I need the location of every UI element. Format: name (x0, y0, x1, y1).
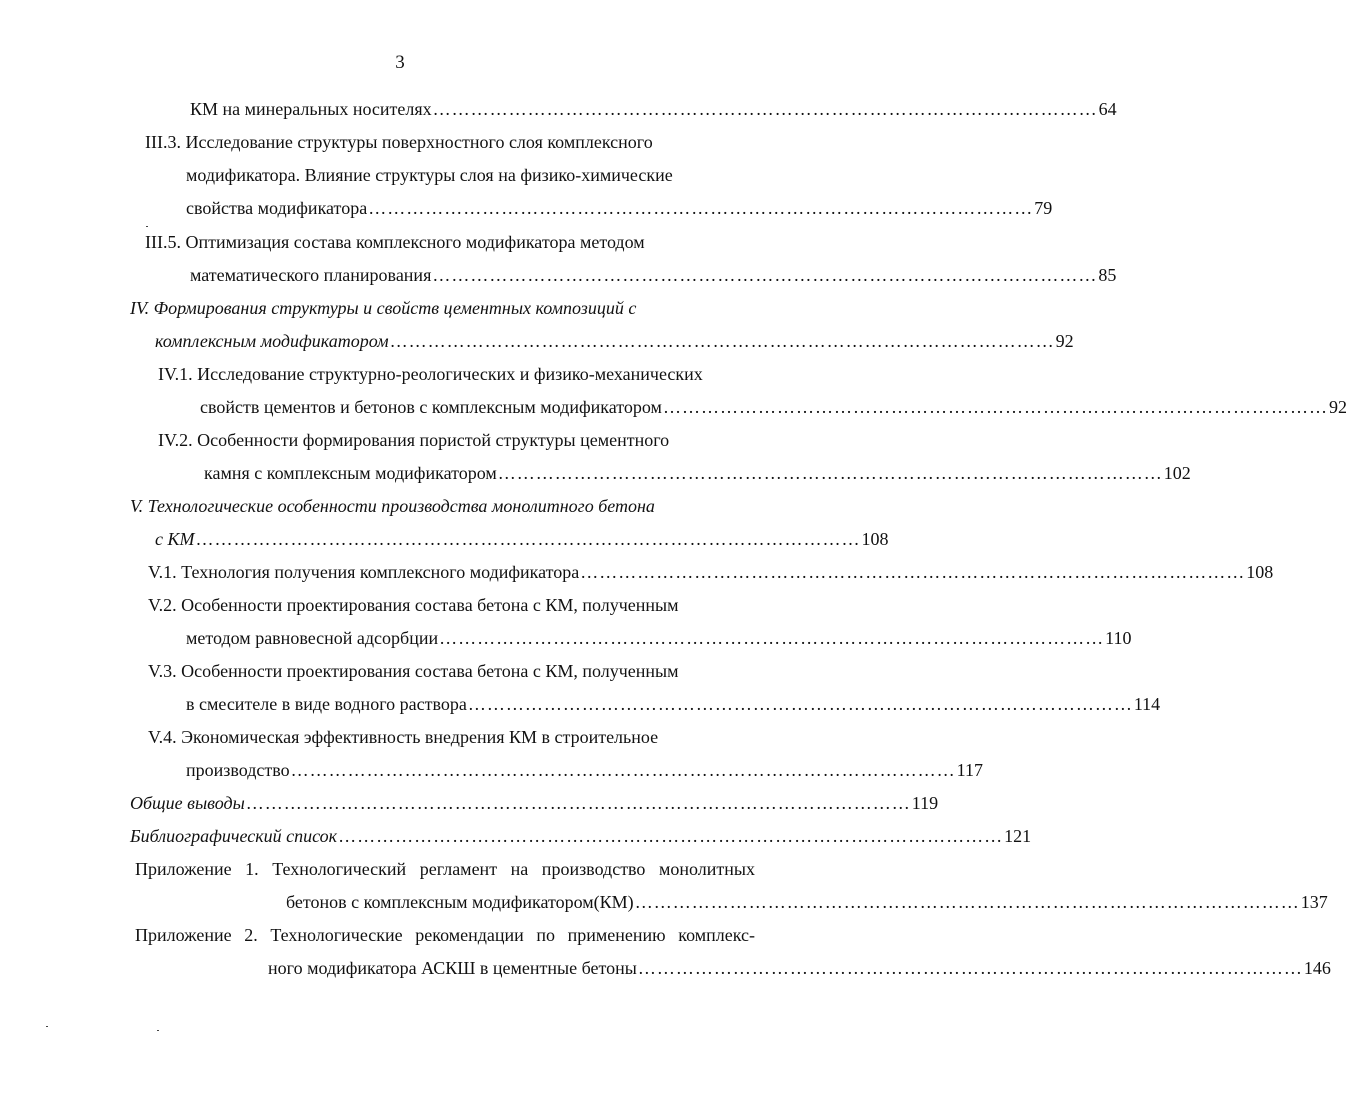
toc-page-number: 114 (1133, 694, 1161, 714)
leader-dots: …………………………………………………………………………………………… (662, 397, 1328, 417)
toc-page-number: 108 (1246, 562, 1274, 582)
toc-appendix-2-line1 (135, 924, 755, 946)
toc-entry-text: в смесителе в виде водного раствора (186, 694, 467, 714)
leader-dots: …………………………………………………………………………………………… (467, 694, 1133, 714)
toc-entry-text: III.3. Исследование структуры поверхностного слоя комплексного (145, 132, 653, 152)
scan-speck (46, 1026, 48, 1027)
toc-entry-text: IV.2. Особенности формирования пористой структуры цементного (158, 430, 670, 450)
toc-entry-text: математического планирования (190, 265, 432, 285)
toc-page-number: 92 (1055, 331, 1074, 351)
toc-page-number: 146 (1303, 958, 1331, 978)
scan-speck (146, 226, 148, 227)
toc-entry-text: Библиографический список (130, 826, 338, 846)
toc-entry-5-3-line1 (148, 660, 679, 682)
toc-entry-text: IV.1. Исследование структурно-реологических и физико-механических (158, 364, 703, 384)
leader-dots: …………………………………………………………………………………………… (432, 265, 1098, 285)
leader-dots: …………………………………………………………………………………………… (497, 463, 1163, 483)
toc-entry-4-1-line2 (200, 396, 1347, 418)
toc-page-number: 64 (1098, 99, 1117, 119)
toc-entry-text: V.4. Экономическая эффективность внедрения КМ в строительное (148, 727, 659, 747)
toc-entry-text: свойства модификатора (186, 198, 368, 218)
toc-entry-3-5-line2 (190, 264, 1117, 286)
leader-dots: …………………………………………………………………………………………… (368, 198, 1034, 218)
leader-dots: …………………………………………………………………………………………… (634, 892, 1300, 912)
scan-speck (157, 1030, 159, 1031)
toc-entry-text: производство (186, 760, 290, 780)
leader-dots: …………………………………………………………………………………………… (439, 628, 1105, 648)
leader-dots: …………………………………………………………………………………………… (389, 331, 1055, 351)
page-number: 3 (395, 52, 405, 73)
toc-entry-bibliography (130, 825, 1032, 847)
toc-entry-5-4-line1 (148, 726, 658, 748)
toc-entry-text: ного модификатора АСКШ в цементные бетоны (268, 958, 637, 978)
toc-entry-text: бетонов с комплексным модификатором(КМ) (286, 892, 634, 912)
toc-entry-5-2-line1 (148, 594, 679, 616)
leader-dots: …………………………………………………………………………………………… (245, 793, 911, 813)
toc-entry-text: КМ на минеральных носителях (190, 99, 432, 119)
toc-chapter-5-line2 (155, 528, 889, 550)
toc-entry-text: V.1. Технология получения комплексного модификатора (148, 562, 580, 582)
leader-dots: …………………………………………………………………………………………… (338, 826, 1004, 846)
toc-appendix-1-line2 (286, 891, 1328, 913)
leader-dots: …………………………………………………………………………………………… (432, 99, 1098, 119)
toc-entry-text: камня с комплексным модификатором (204, 463, 497, 483)
leader-dots: …………………………………………………………………………………………… (637, 958, 1303, 978)
toc-page-number: 79 (1034, 198, 1053, 218)
toc-page-number: 117 (956, 760, 983, 780)
toc-entry-3-3-line2 (186, 164, 673, 186)
toc-page-number: 102 (1163, 463, 1191, 483)
toc-page-number: 85 (1098, 265, 1117, 285)
leader-dots: …………………………………………………………………………………………… (290, 760, 956, 780)
toc-entry-text: V.3. Особенности проектирования состава бетона с КМ, полученным (148, 661, 679, 681)
toc-entry-km-mineral (190, 98, 1117, 120)
toc-entry-text: IV. Формирования структуры и свойств цементных композиций с (130, 298, 637, 318)
toc-entry-text: комплексным модификатором (155, 331, 389, 351)
toc-entry-text: с КМ (155, 529, 195, 549)
toc-entry-text: V. Технологические особенности производства монолитного бетона (130, 496, 655, 516)
toc-entry-text: методом равновесной адсорбции (186, 628, 439, 648)
toc-entry-text: Общие выводы (130, 793, 245, 813)
toc-entry-text: модификатора. Влияние структуры слоя на физико-химические (186, 165, 673, 185)
toc-page-number: 108 (861, 529, 889, 549)
toc-entry-3-3-line3 (186, 197, 1053, 219)
toc-appendix-2-line2 (268, 957, 1331, 979)
toc-page-number: 121 (1004, 826, 1032, 846)
toc-entry-5-3-line2 (186, 693, 1161, 715)
toc-entry-5-2-line2 (186, 627, 1132, 649)
toc-entry-conclusions (130, 792, 939, 814)
toc-chapter-5-line1 (130, 495, 655, 517)
toc-chapter-4-line2 (155, 330, 1074, 352)
toc-entry-5-4-line2 (186, 759, 983, 781)
toc-page-number: 110 (1105, 628, 1132, 648)
toc-page-number: 92 (1328, 397, 1347, 417)
toc-appendix-1-line1 (135, 858, 755, 880)
toc-entry-text: Приложение 1. Технологический регламент на производство монолитных (135, 859, 755, 879)
toc-entry-4-1-line1 (158, 363, 703, 385)
toc-entry-text: свойств цементов и бетонов с комплексным модификатором (200, 397, 662, 417)
toc-entry-text: Приложение 2. Технологические рекомендации по применению комплекс- (135, 925, 755, 945)
toc-entry-3-5-line1 (145, 231, 645, 253)
toc-entry-text: III.5. Оптимизация состава комплексного модификатора методом (145, 232, 645, 252)
toc-entry-5-1 (148, 561, 1274, 583)
leader-dots: …………………………………………………………………………………………… (195, 529, 861, 549)
leader-dots: …………………………………………………………………………………………… (580, 562, 1246, 582)
toc-entry-4-2-line2 (204, 462, 1191, 484)
toc-chapter-4-line1 (130, 297, 636, 319)
toc-entry-4-2-line1 (158, 429, 669, 451)
toc-entry-3-3-line1 (145, 131, 653, 153)
toc-entry-text: V.2. Особенности проектирования состава бетона с КМ, полученным (148, 595, 679, 615)
toc-page-number: 119 (911, 793, 939, 813)
toc-page-number: 137 (1300, 892, 1328, 912)
